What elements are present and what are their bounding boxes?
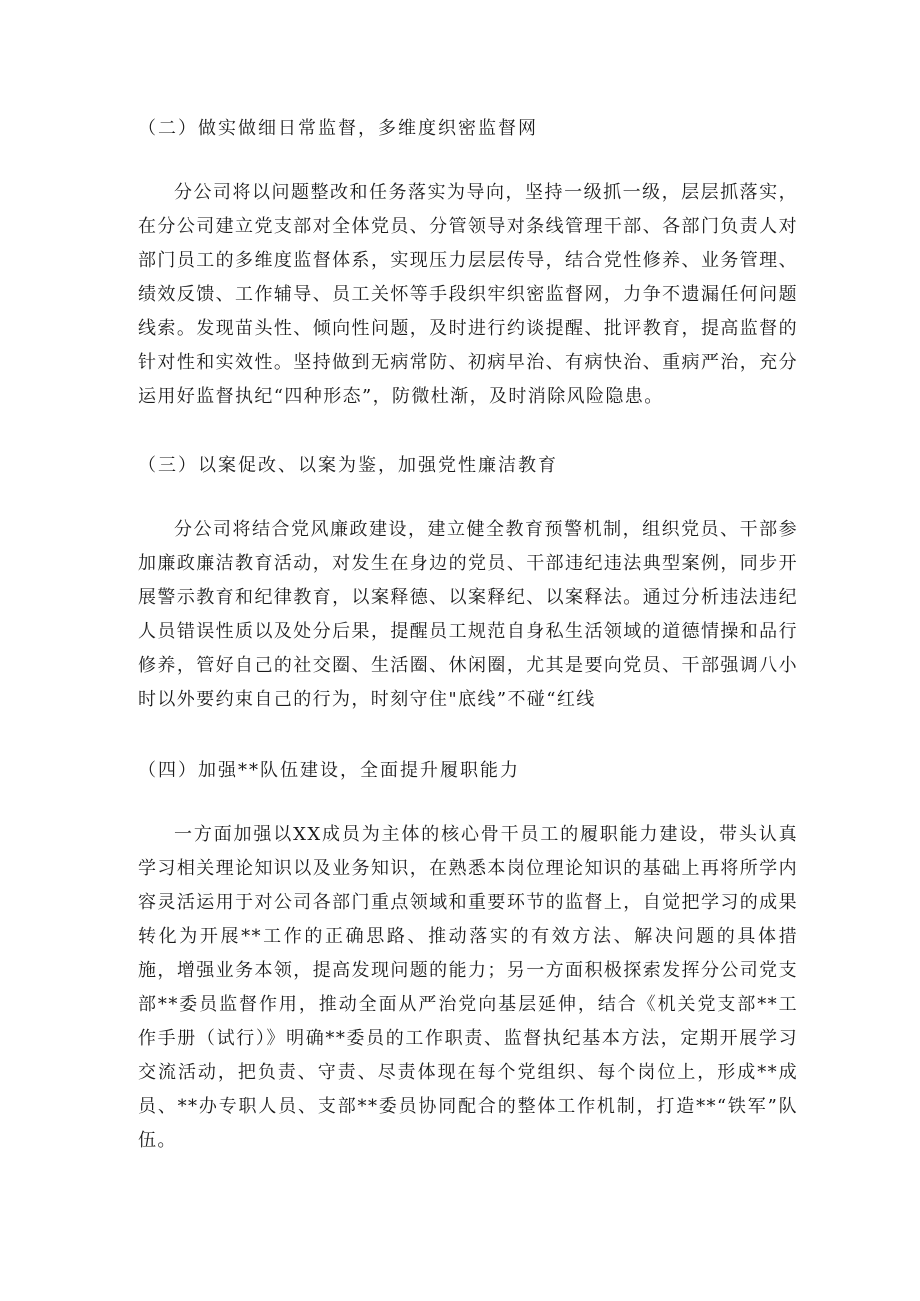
section-heading-4: （四）加强**队伍建设，全面提升履职能力	[138, 760, 520, 781]
section-heading-3: （三）以案促改、以案为鉴，加强党性廉洁教育	[138, 455, 558, 476]
section-heading-2: （二）做实做细日常监督，多维度织密监督网	[138, 118, 538, 139]
section-body-3: 分公司将结合党风廉政建设，建立健全教育预警机制，组织党员、干部参加廉政廉洁教育活动，对发生在身边的党员、干部违纪违法典型案例，同步开展警示教育和纪律教育，以案释德、以案释纪、以案释法。通过分析违法违纪人员错误性质以及处分后果，提醒员工规范自身私生活领域的道德情操和品行修养，管好自己的社交圈、生活圈、休闲圈，尤其是要向党员、干部强调八小时以外要约束自己的行为，时刻守住"底线”不碰“红线	[138, 519, 798, 710]
section-body-2: 分公司将以问题整改和任务落实为导向，坚持一级抓一级，层层抓落实，在分公司建立党支部对全体党员、分管领导对条线管理干部、各部门负责人对部门员工的多维度监督体系，实现压力层层传导，结合党性修养、业务管理、绩效反馈、工作辅导、员工关怀等手段织牢织密监督网，力争不遗漏任何问题线索。发现苗头性、倾向性问题，及时进行约谈提醒、批评教育，提高监督的针对性和实效性。坚持做到无病常防、初病早治、有病快治、重病严治，充分运用好监督执纪“四种形态”，防微杜渐，及时消除风险隐患。	[138, 182, 798, 407]
section-body-4: 一方面加强以XX成员为主体的核心骨干员工的履职能力建设，带头认真学习相关理论知识以及业务知识，在熟悉本岗位理论知识的基础上再将所学内容灵活运用于对公司各部门重点领域和重要环节的监督上，自觉把学习的成果转化为开展**工作的正确思路、推动落实的有效方法、解决问题的具体措施，增强业务本领，提高发现问题的能力；另一方面积极探索发挥分公司党支部**委员监督作用，推动全面从严治党向基层延伸，结合《机关党支部**工作手册（试行）》明确**委员的工作职责、监督执纪基本方法，定期开展学习交流活动，把负责、守责、尽责体现在每个党组织、每个岗位上，形成**成员、**办专职人员、支部**委员协同配合的整体工作机制，打造**“铁军”队伍。	[138, 824, 798, 1151]
